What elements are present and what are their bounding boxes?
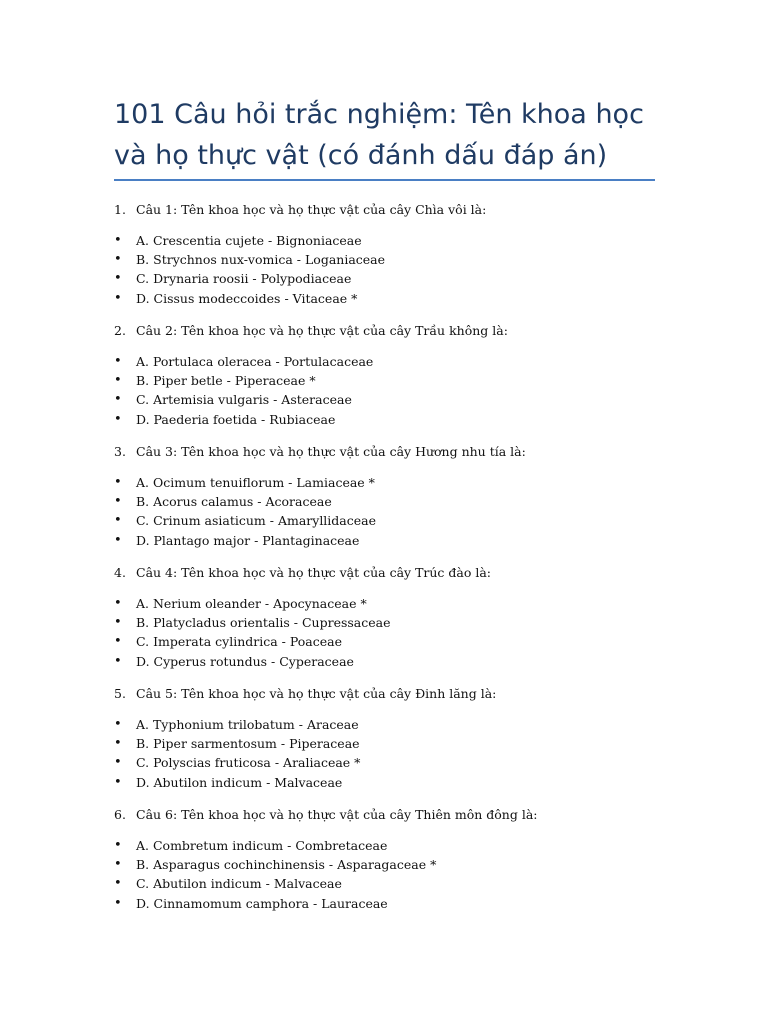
answer-text: C. Crinum asiaticum - Amaryllidaceae: [136, 513, 377, 529]
answer-text: C. Drynaria roosii - Polypodiaceae: [136, 271, 352, 287]
answer-option: [0, 231, 768, 250]
question-text: Câu 4: Tên khoa học và họ thực vật của cây Trúc đào là:: [136, 565, 492, 580]
answer-text: A. Ocimum tenuiflorum - Lamiaceae *: [136, 475, 375, 490]
question-text: Câu 5: Tên khoa học và họ thực vật của cây Đinh lăng là:: [136, 686, 497, 701]
document-title: 101 Câu hỏi trắc nghiệm: Tên khoa học và họ thực vật (có đánh dấu đáp án): [114, 99, 644, 171]
question-number: 3.: [114, 444, 126, 459]
answer-option: [0, 652, 768, 671]
bullet-icon: •: [114, 615, 122, 631]
answer-text: D. Abutilon indicum - Malvaceae: [136, 774, 343, 790]
answer-list: [0, 473, 768, 562]
bullet-icon: •: [114, 895, 122, 911]
answer-option: [0, 594, 768, 613]
bullet-icon: •: [114, 634, 122, 650]
question-item: [0, 804, 768, 836]
question-number: 2.: [114, 323, 126, 338]
bullet-icon: •: [114, 755, 122, 771]
answer-list: [0, 836, 768, 925]
question-number: 4.: [114, 565, 126, 580]
answer-option: [0, 390, 768, 409]
answer-option: [0, 715, 768, 734]
answer-text: D. Cissus modeccoides - Vitaceae *: [136, 290, 358, 306]
answer-option: [0, 289, 768, 308]
answer-option: [0, 473, 768, 492]
answer-option: [0, 836, 768, 855]
question-text: Câu 3: Tên khoa học và họ thực vật của cây Hương nhu tía là:: [136, 444, 526, 459]
answer-option: [0, 371, 768, 390]
answer-text: C. Artemisia vulgaris - Asteraceae: [136, 392, 352, 408]
answer-text: D. Paederia foetida - Rubiaceae: [136, 411, 336, 427]
answer-option: [0, 894, 768, 913]
bullet-icon: •: [114, 271, 122, 287]
bullet-icon: •: [114, 252, 122, 268]
answer-text: A. Combretum indicum - Combretaceae: [136, 838, 388, 853]
answer-option: [0, 855, 768, 874]
bullet-icon: •: [114, 494, 122, 510]
bullet-icon: •: [114, 290, 122, 306]
bullet-icon: •: [114, 717, 122, 732]
bullet-icon: •: [114, 532, 122, 548]
answer-text: A. Crescentia cujete - Bignoniaceae: [136, 233, 362, 248]
question-list: [0, 199, 768, 925]
question-text: Câu 2: Tên khoa học và họ thực vật của cây Trầu không là:: [136, 323, 508, 338]
answer-text: B. Piper betle - Piperaceae *: [136, 373, 316, 389]
bullet-icon: •: [114, 513, 122, 529]
answer-list: [0, 231, 768, 320]
answer-option: [0, 269, 768, 288]
question-item: [0, 562, 768, 594]
answer-option: [0, 410, 768, 429]
bullet-icon: •: [114, 857, 122, 873]
answer-option: [0, 352, 768, 371]
answer-option: [0, 250, 768, 269]
answer-option: [0, 492, 768, 511]
answer-text: A. Nerium oleander - Apocynaceae *: [136, 596, 367, 611]
bullet-icon: •: [114, 596, 122, 611]
answer-text: D. Plantago major - Plantaginaceae: [136, 532, 360, 548]
answer-list: [0, 594, 768, 683]
answer-option: [0, 511, 768, 530]
answer-text: C. Imperata cylindrica - Poaceae: [136, 634, 342, 650]
question-number: 1.: [114, 202, 126, 217]
answer-option: [0, 734, 768, 753]
answer-text: A. Portulaca oleracea - Portulacaceae: [136, 354, 374, 369]
answer-text: C. Abutilon indicum - Malvaceae: [136, 876, 342, 892]
question-item: [0, 199, 768, 231]
bullet-icon: •: [114, 233, 122, 248]
answer-list: [0, 352, 768, 441]
answer-text: B. Acorus calamus - Acoraceae: [136, 494, 332, 510]
answer-option: [0, 632, 768, 651]
title-underline-divider: [114, 179, 655, 181]
answer-option: [0, 613, 768, 632]
answer-text: B. Strychnos nux-vomica - Loganiaceae: [136, 252, 386, 268]
answer-text: B. Asparagus cochinchinensis - Asparagaceae *: [136, 857, 437, 873]
question-text: Câu 1: Tên khoa học và họ thực vật của cây Chìa vôi là:: [136, 202, 487, 217]
answer-option: [0, 773, 768, 792]
answer-text: C. Polyscias fruticosa - Araliaceae *: [136, 755, 361, 771]
bullet-icon: •: [114, 354, 122, 369]
answer-option: [0, 531, 768, 550]
bullet-icon: •: [114, 774, 122, 790]
bullet-icon: •: [114, 392, 122, 408]
bullet-icon: •: [114, 736, 122, 752]
answer-list: [0, 715, 768, 804]
bullet-icon: •: [114, 411, 122, 427]
question-text: Câu 6: Tên khoa học và họ thực vật của cây Thiên môn đông là:: [136, 807, 538, 822]
answer-option: [0, 874, 768, 893]
bullet-icon: •: [114, 876, 122, 892]
bullet-icon: •: [114, 838, 122, 853]
question-item: [0, 320, 768, 352]
answer-option: [0, 753, 768, 772]
bullet-icon: •: [114, 653, 122, 669]
question-item: [0, 683, 768, 715]
answer-text: B. Piper sarmentosum - Piperaceae: [136, 736, 360, 752]
question-number: 5.: [114, 686, 126, 701]
answer-text: D. Cyperus rotundus - Cyperaceae: [136, 653, 354, 669]
answer-text: A. Typhonium trilobatum - Araceae: [136, 717, 359, 732]
bullet-icon: •: [114, 475, 122, 490]
question-number: 6.: [114, 807, 126, 822]
question-item: [0, 441, 768, 473]
answer-text: D. Cinnamomum camphora - Lauraceae: [136, 895, 388, 911]
answer-text: B. Platycladus orientalis - Cupressaceae: [136, 615, 391, 631]
bullet-icon: •: [114, 373, 122, 389]
